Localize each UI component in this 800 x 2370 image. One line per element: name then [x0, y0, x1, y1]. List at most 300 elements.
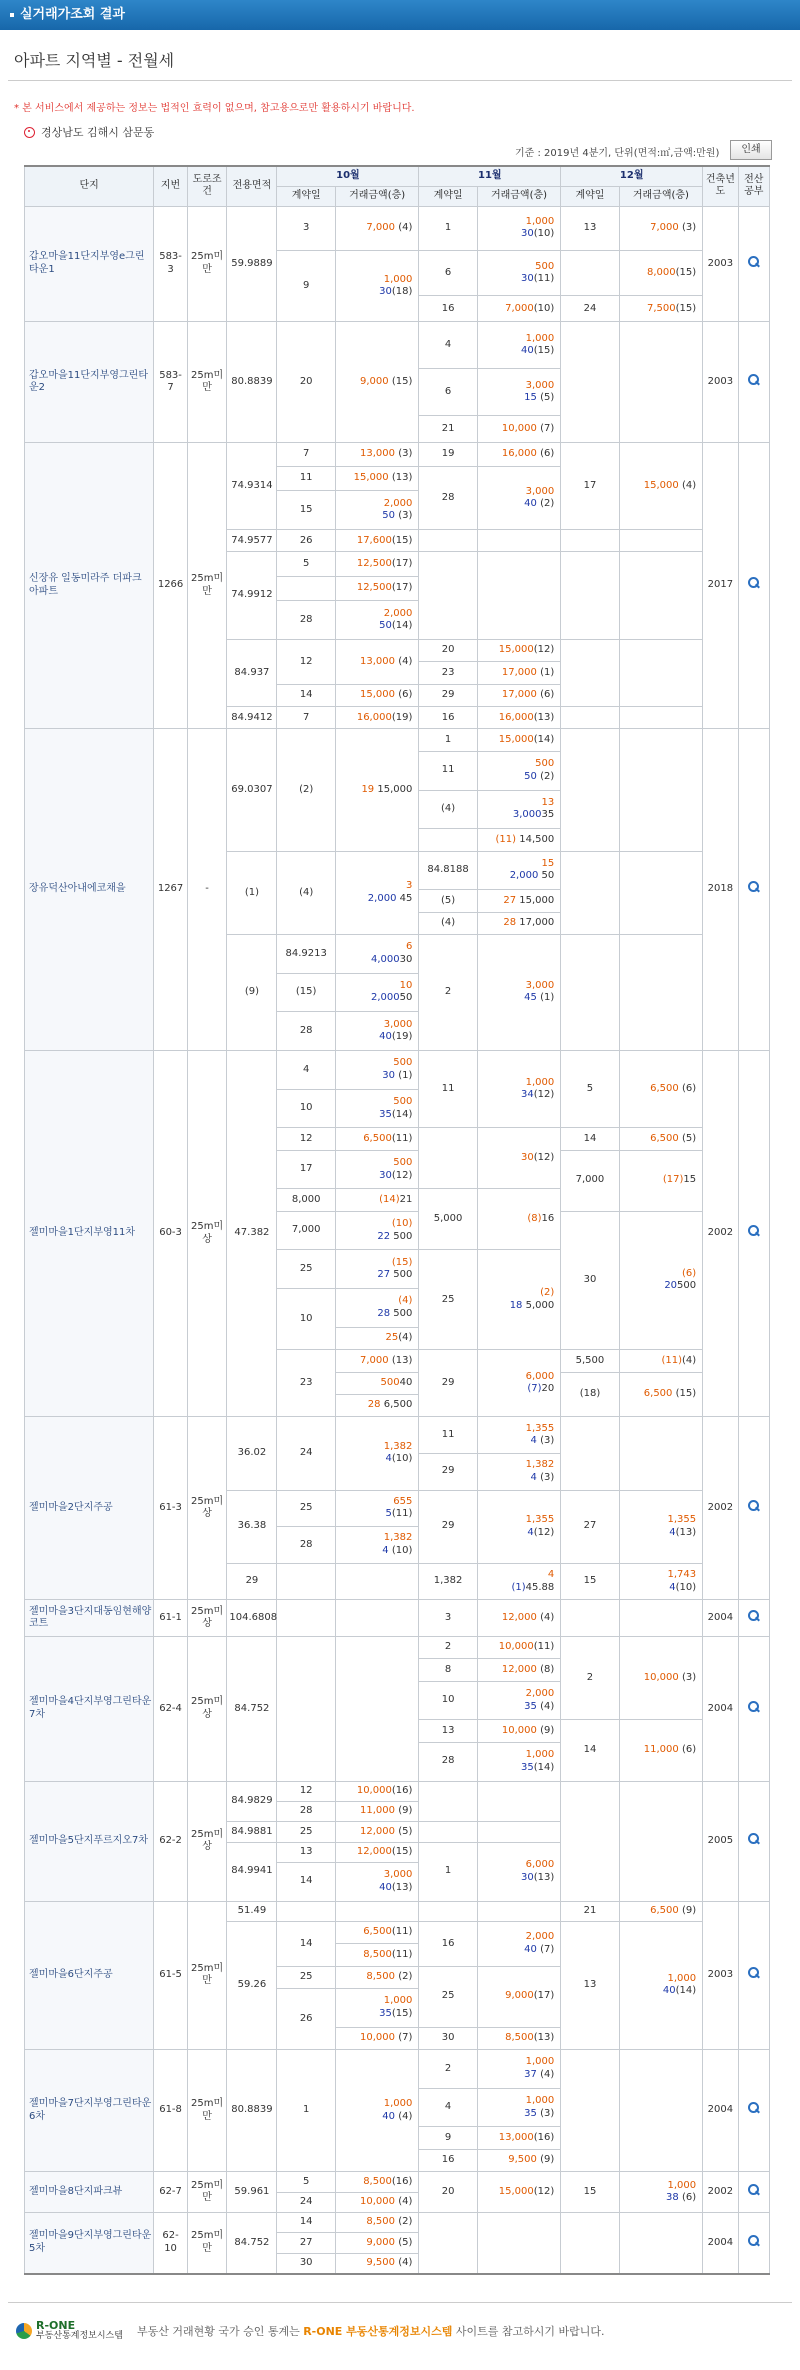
- view-button[interactable]: [738, 1901, 769, 2050]
- contract-day: [561, 1600, 619, 1637]
- price-cell: 9,000 (15): [335, 322, 418, 442]
- price-cell: [477, 552, 560, 640]
- road-condition: 25m미상: [187, 1051, 227, 1417]
- complex-name[interactable]: 젤미마을8단지파크뷰: [25, 2172, 154, 2213]
- contract-day: 4: [419, 2088, 477, 2127]
- contract-day: (4): [419, 790, 477, 829]
- price-cell: 25(4): [335, 1327, 418, 1349]
- contract-day: 25: [419, 1966, 477, 2027]
- price-cell: 1,000 40 (4): [335, 2050, 418, 2172]
- build-year: 2004: [703, 1600, 738, 1637]
- contract-day: 19: [419, 442, 477, 466]
- contract-day: 14: [277, 1862, 335, 1901]
- price-cell: 30(12): [477, 1128, 560, 1189]
- contract-day: 14: [561, 1720, 619, 1781]
- contract-day: [561, 1417, 619, 1490]
- contract-day: 23: [419, 662, 477, 684]
- complex-name[interactable]: 젤미마을2단지주공: [25, 1417, 154, 1600]
- contract-day: [561, 2212, 619, 2274]
- contract-day: 11: [419, 1417, 477, 1454]
- contract-day: 13: [277, 1842, 335, 1862]
- contract-day: 20: [277, 322, 335, 442]
- price-cell: [477, 1822, 560, 1842]
- build-year: 2005: [703, 1781, 738, 1901]
- price-cell: 28 6,500: [335, 1394, 418, 1416]
- build-year: 2004: [703, 1637, 738, 1781]
- exclusive-area: 104.6808: [227, 1600, 277, 1637]
- price-cell: 6,500(11): [335, 1128, 418, 1150]
- price-cell: 4 (1)45.88: [477, 1563, 560, 1600]
- contract-day: [419, 1781, 477, 1822]
- contract-day: 10: [419, 1681, 477, 1720]
- price-cell: 7,000(10): [477, 296, 560, 322]
- road-condition: -: [187, 729, 227, 1051]
- price-cell: 1,000 37 (4): [477, 2050, 560, 2089]
- price-cell: [619, 1600, 702, 1637]
- price-cell: 10,000 (9): [477, 1720, 560, 1742]
- contract-day: 13: [561, 1921, 619, 2049]
- lot-number: 62-4: [154, 1637, 187, 1781]
- contract-day: [419, 1822, 477, 1842]
- view-button[interactable]: [738, 1781, 769, 1901]
- road-condition: 25m미만: [187, 206, 227, 322]
- contract-day: [561, 530, 619, 552]
- price-cell: 655 5(11): [335, 1490, 418, 1527]
- price-cell: (6) 20500: [619, 1211, 702, 1349]
- build-year: 2003: [703, 206, 738, 322]
- price-cell: 1,000 30(10): [477, 206, 560, 251]
- price-cell: 3,000 40(13): [335, 1862, 418, 1901]
- contract-day: 7: [277, 442, 335, 466]
- contract-day: 11: [419, 1051, 477, 1128]
- price-cell: 8,500 (2): [335, 2212, 418, 2232]
- contract-day: 24: [277, 1417, 335, 1490]
- complex-name[interactable]: 갑오마을11단지부영그린타운2: [25, 322, 154, 442]
- contract-day: 11: [277, 466, 335, 490]
- price-cell: 11,000 (6): [619, 1720, 702, 1781]
- exclusive-area: 47.382: [227, 1051, 277, 1417]
- view-button[interactable]: [738, 2212, 769, 2274]
- col-dec-price: 거래금액(층): [619, 186, 702, 206]
- price-cell: 1,000 34(12): [477, 1051, 560, 1128]
- price-cell: 1,382 4 (3): [477, 1453, 560, 1490]
- contract-day: [277, 576, 335, 600]
- contract-day: 17: [561, 442, 619, 530]
- view-button[interactable]: [738, 206, 769, 322]
- lot-number: 1266: [154, 442, 187, 729]
- col-year: 건축년도: [703, 166, 738, 206]
- contract-day: 4: [419, 322, 477, 369]
- price-cell: 12,000 (5): [335, 1822, 418, 1842]
- contract-day: 9: [277, 251, 335, 322]
- price-cell: 15,000 (6): [335, 684, 418, 706]
- price-cell: 16,000(13): [477, 707, 560, 729]
- contract-day: 14: [277, 2212, 335, 2232]
- price-cell: 15,000(12): [477, 2172, 560, 2213]
- contract-day: 1: [419, 206, 477, 251]
- price-cell: 10,000 (7): [335, 2027, 418, 2049]
- col-view: 전산공부: [738, 166, 769, 206]
- r-one-logo[interactable]: [16, 2320, 123, 2342]
- exclusive-area: 51.49: [227, 1901, 277, 1921]
- contract-day: 28: [419, 1742, 477, 1781]
- price-cell: 12,500(17): [335, 576, 418, 600]
- price-cell: 1,000 35(15): [335, 1989, 418, 2028]
- r-one-logo-text: R-ONE 부동산통계정보시스템: [36, 2319, 123, 2341]
- contract-day: 28: [277, 1527, 335, 1564]
- lot-number: 62-10: [154, 2212, 187, 2274]
- contract-day: 24: [277, 2192, 335, 2212]
- lot-number: 60-3: [154, 1051, 187, 1417]
- price-cell: 6,000 30(13): [477, 1842, 560, 1901]
- contract-day: 15: [561, 2172, 619, 2213]
- price-cell: 6 4,00030: [335, 934, 418, 973]
- road-condition: 25m미상: [187, 1637, 227, 1781]
- price-cell: 12,000 (4): [477, 1600, 560, 1637]
- contract-day: 12: [277, 639, 335, 684]
- price-cell: 2,000 50 (3): [335, 491, 418, 530]
- build-year: 2017: [703, 442, 738, 729]
- col-dec: 12월: [561, 166, 703, 186]
- contract-day: 25: [277, 1490, 335, 1527]
- lot-number: 61-8: [154, 2050, 187, 2172]
- view-button[interactable]: [738, 1051, 769, 1417]
- road-condition: 25m미만: [187, 2172, 227, 2213]
- price-cell: [335, 1600, 418, 1637]
- road-condition: 25m미상: [187, 1600, 227, 1637]
- contract-day: [561, 639, 619, 706]
- exclusive-area: 74.9577: [227, 530, 277, 552]
- contract-day: 5: [277, 2172, 335, 2192]
- col-area: 전용면적: [227, 166, 277, 206]
- contract-day: 29: [419, 684, 477, 706]
- col-oct: 10월: [277, 166, 419, 186]
- price-cell: 15,000(14): [477, 729, 560, 751]
- contract-day: 24: [561, 296, 619, 322]
- col-complex: 단지: [25, 166, 154, 206]
- contract-day: 5,000: [419, 1189, 477, 1250]
- price-cell: 3,000 45 (1): [477, 934, 560, 1050]
- contract-day: [561, 2050, 619, 2172]
- contract-day: 2: [419, 2050, 477, 2089]
- price-cell: 6,500 (5): [619, 1128, 702, 1150]
- contract-day: (15): [277, 973, 335, 1012]
- price-cell: 7,000 (3): [619, 206, 702, 251]
- contract-day: 14: [277, 1921, 335, 1966]
- price-cell: 11,000 (9): [335, 1801, 418, 1821]
- contract-day: [277, 1600, 335, 1637]
- contract-day: [561, 851, 619, 934]
- price-cell: 1,355 4(13): [619, 1490, 702, 1563]
- price-cell: 50040: [335, 1372, 418, 1394]
- contract-day: 2: [419, 1637, 477, 1659]
- exclusive-area: 80.8839: [227, 2050, 277, 2172]
- price-cell: 12,500(17): [335, 552, 418, 576]
- contract-day: 8: [419, 1659, 477, 1681]
- build-year: 2018: [703, 729, 738, 1051]
- contract-day: (4): [419, 912, 477, 934]
- contract-day: 7,000: [561, 1150, 619, 1211]
- exclusive-area: 59.9889: [227, 206, 277, 322]
- price-cell: [619, 552, 702, 640]
- complex-name[interactable]: 젤미마을9단지부영그린타운5차: [25, 2212, 154, 2274]
- price-cell: 1,000 40(14): [619, 1921, 702, 2049]
- contract-day: 30: [277, 2253, 335, 2274]
- contract-day: 29: [419, 1490, 477, 1563]
- price-cell: 3 2,000 45: [335, 851, 418, 934]
- contract-day: 30: [561, 1211, 619, 1349]
- price-cell: 1,000 35(14): [477, 1742, 560, 1781]
- exclusive-area: 36.38: [227, 1490, 277, 1563]
- contract-day: [561, 552, 619, 640]
- price-cell: (10) 22 500: [335, 1211, 418, 1250]
- complex-name[interactable]: 젤미마을5단지푸르지오7차: [25, 1781, 154, 1901]
- exclusive-area: 29: [227, 1563, 277, 1600]
- price-cell: 12,000(15): [335, 1842, 418, 1862]
- contract-day: 16: [419, 2149, 477, 2171]
- price-cell: 12,000 (8): [477, 1659, 560, 1681]
- contract-day: [419, 530, 477, 552]
- price-cell: 3,000 40 (2): [477, 466, 560, 529]
- view-button[interactable]: [738, 2172, 769, 2213]
- legal-notice: * 본 서비스에서 제공하는 정보는 법적인 효력이 없으며, 참고용으로만 활용하시기 바랍니다.: [14, 103, 415, 114]
- magnifier-icon: [748, 2184, 760, 2196]
- contract-day: 20: [419, 639, 477, 661]
- price-cell: 9,000 (5): [335, 2233, 418, 2253]
- exclusive-area: 59.26: [227, 1921, 277, 2049]
- road-condition: 25m미만: [187, 322, 227, 442]
- magnifier-icon: [748, 1701, 760, 1713]
- price-cell: 1,355 4(12): [477, 1490, 560, 1563]
- complex-name[interactable]: 젤미마을1단지부영11차: [25, 1051, 154, 1417]
- contract-day: [561, 707, 619, 729]
- magnifier-icon: [748, 577, 760, 589]
- contract-day: (2): [277, 729, 335, 851]
- contract-day: 15: [277, 491, 335, 530]
- exclusive-area: 84.9941: [227, 1842, 277, 1901]
- price-cell: 2,000 35 (4): [477, 1681, 560, 1720]
- price-cell: (11)(4): [619, 1350, 702, 1372]
- contract-day: 27: [561, 1490, 619, 1563]
- lot-number: 62-2: [154, 1781, 187, 1901]
- contract-day: 21: [419, 416, 477, 442]
- contract-day: 6: [419, 369, 477, 416]
- contract-day: 3: [419, 1600, 477, 1637]
- view-button[interactable]: [738, 2050, 769, 2172]
- price-cell: 6,500(11): [335, 1921, 418, 1943]
- complex-name[interactable]: 갑오마을11단지부영e그린타운1: [25, 206, 154, 322]
- price-cell: 17,000 (1): [477, 662, 560, 684]
- contract-day: 15: [561, 1563, 619, 1600]
- price-cell: 500 30 (1): [335, 1051, 418, 1090]
- price-cell: 7,500(15): [619, 296, 702, 322]
- price-cell: 9,000(17): [477, 1966, 560, 2027]
- lot-number: 61-5: [154, 1901, 187, 2050]
- contract-day: [277, 1637, 335, 1781]
- location-pin-icon: [24, 127, 35, 138]
- contract-day: 13: [561, 206, 619, 251]
- contract-day: 23: [277, 1350, 335, 1417]
- exclusive-area: (1): [227, 851, 277, 934]
- view-button[interactable]: [738, 729, 769, 1051]
- contract-day: 20: [419, 2172, 477, 2213]
- price-cell: 9,500 (4): [335, 2253, 418, 2274]
- build-year: 2003: [703, 322, 738, 442]
- contract-day: 17: [277, 1150, 335, 1189]
- contract-day: [419, 1128, 477, 1189]
- road-condition: 25m미만: [187, 2212, 227, 2274]
- price-cell: 17,600(15): [335, 530, 418, 552]
- price-cell: [619, 1781, 702, 1901]
- contract-day: 3: [277, 206, 335, 251]
- price-cell: 13,000(16): [477, 2127, 560, 2149]
- exclusive-area: 69.0307: [227, 729, 277, 851]
- complex-name[interactable]: 젤미마을7단지부영그린타운6차: [25, 2050, 154, 2172]
- col-road: 도로조건: [187, 166, 227, 206]
- price-cell: (14)21: [335, 1189, 418, 1211]
- exclusive-area: 80.8839: [227, 322, 277, 442]
- col-nov-day: 계약일: [419, 186, 477, 206]
- exclusive-area: 84.9881: [227, 1822, 277, 1842]
- price-cell: 15,000(12): [477, 639, 560, 661]
- col-nov: 11월: [419, 166, 561, 186]
- contract-day: (5): [419, 890, 477, 912]
- view-button[interactable]: [738, 1417, 769, 1600]
- contract-day: 2: [419, 934, 477, 1050]
- price-cell: 500 30(11): [477, 251, 560, 296]
- magnifier-icon: [748, 2102, 760, 2114]
- price-cell: 8,500(16): [335, 2172, 418, 2192]
- price-cell: 7,000 (13): [335, 1350, 418, 1372]
- road-condition: 25m미상: [187, 1417, 227, 1600]
- contract-day: 11: [419, 751, 477, 790]
- price-cell: 1,000 40(15): [477, 322, 560, 369]
- contract-day: 1: [419, 729, 477, 751]
- print-button[interactable]: 인쇄: [730, 140, 772, 160]
- price-cell: [619, 322, 702, 442]
- price-cell: [619, 2050, 702, 2172]
- price-cell: 1,000 38 (6): [619, 2172, 702, 2213]
- price-cell: (8)16: [477, 1189, 560, 1250]
- price-cell: 6,000 (7)20: [477, 1350, 560, 1417]
- contract-day: 5: [277, 552, 335, 576]
- exclusive-area: 84.752: [227, 2212, 277, 2274]
- price-cell: 27 15,000: [477, 890, 560, 912]
- price-cell: 10,000(11): [477, 1637, 560, 1659]
- criteria-text: 기준 : 2019년 4분기, 단위(면적:㎡,금액:만원): [515, 148, 720, 159]
- contract-day: 16: [419, 296, 477, 322]
- price-cell: 10 2,00050: [335, 973, 418, 1012]
- contract-day: 26: [277, 1989, 335, 2050]
- price-cell: 1,000 30(18): [335, 251, 418, 322]
- r-one-logo-icon: [16, 2323, 32, 2339]
- price-cell: 1,355 4 (3): [477, 1417, 560, 1454]
- price-cell: [619, 530, 702, 552]
- price-cell: 13,000 (3): [335, 442, 418, 466]
- price-cell: 6,500 (15): [619, 1372, 702, 1417]
- contract-day: 84.8188: [419, 851, 477, 890]
- bullet-icon: [10, 13, 14, 17]
- contract-day: [561, 251, 619, 296]
- price-cell: 16,000 (6): [477, 442, 560, 466]
- complex-name[interactable]: 젤미마을4단지부영그린타운7차: [25, 1637, 154, 1781]
- price-cell: 6,500 (6): [619, 1051, 702, 1128]
- exclusive-area: 36.02: [227, 1417, 277, 1490]
- price-cell: 1,000 35 (3): [477, 2088, 560, 2127]
- contract-day: 25: [277, 1966, 335, 1988]
- footer-divider: [8, 2302, 792, 2303]
- magnifier-icon: [748, 1833, 760, 1845]
- price-cell: [477, 530, 560, 552]
- price-cell: 10,000(16): [335, 1781, 418, 1801]
- col-oct-day: 계약일: [277, 186, 335, 206]
- price-cell: [335, 1563, 418, 1600]
- view-button[interactable]: [738, 1600, 769, 1637]
- build-year: 2003: [703, 1901, 738, 2050]
- view-button[interactable]: [738, 442, 769, 729]
- contract-day: (4): [277, 851, 335, 934]
- price-cell: 10,000 (7): [477, 416, 560, 442]
- price-cell: 6,500 (9): [619, 1901, 702, 1921]
- price-cell: 2,000 50(14): [335, 601, 418, 640]
- price-cell: (2) 18 5,000: [477, 1250, 560, 1350]
- contract-day: 13: [419, 1720, 477, 1742]
- price-cell: 10,000 (4): [335, 2192, 418, 2212]
- view-button[interactable]: [738, 322, 769, 442]
- rent-result-table: [24, 165, 770, 2275]
- contract-day: [277, 1563, 335, 1600]
- complex-name[interactable]: 장유덕산아내에코채을: [25, 729, 154, 1051]
- r-one-link[interactable]: R-ONE 부동산통계정보시스템: [303, 2325, 453, 2338]
- contract-day: 25: [419, 1250, 477, 1350]
- price-cell: [335, 1637, 418, 1781]
- price-cell: 13,000 (4): [335, 639, 418, 684]
- result-title-bar: [0, 0, 800, 30]
- contract-day: 1: [277, 2050, 335, 2172]
- price-cell: 17,000 (6): [477, 684, 560, 706]
- contract-day: 8,000: [277, 1189, 335, 1211]
- build-year: 2002: [703, 1051, 738, 1417]
- magnifier-icon: [748, 256, 760, 268]
- exclusive-area: 59.961: [227, 2172, 277, 2213]
- complex-name[interactable]: 젤미마을6단지주공: [25, 1901, 154, 2050]
- price-cell: 7,000 (4): [335, 206, 418, 251]
- build-year: 2002: [703, 1417, 738, 1600]
- exclusive-area: 74.9912: [227, 552, 277, 640]
- complex-name[interactable]: 신장유 일동미라주 더파크 아파트: [25, 442, 154, 729]
- price-cell: 3,000 15 (5): [477, 369, 560, 416]
- magnifier-icon: [748, 1610, 760, 1622]
- complex-name[interactable]: 젤미마을3단지대동임현해양코트: [25, 1600, 154, 1637]
- contract-day: 30: [419, 2027, 477, 2049]
- exclusive-area: 74.9314: [227, 442, 277, 530]
- exclusive-area: (9): [227, 934, 277, 1050]
- price-cell: 1,382 4(10): [335, 1417, 418, 1490]
- price-cell: 8,500(11): [335, 1944, 418, 1966]
- lot-number: 61-3: [154, 1417, 187, 1600]
- view-button[interactable]: [738, 1637, 769, 1781]
- lot-number: 583-3: [154, 206, 187, 322]
- price-cell: 15 2,000 50: [477, 851, 560, 890]
- price-cell: 500 50 (2): [477, 751, 560, 790]
- exclusive-area: 84.752: [227, 1637, 277, 1781]
- location-line: [24, 124, 154, 140]
- build-year: 2002: [703, 2172, 738, 2213]
- divider: [8, 80, 792, 81]
- price-cell: [477, 2212, 560, 2274]
- contract-day: 10: [277, 1089, 335, 1128]
- col-lot: 지번: [154, 166, 187, 206]
